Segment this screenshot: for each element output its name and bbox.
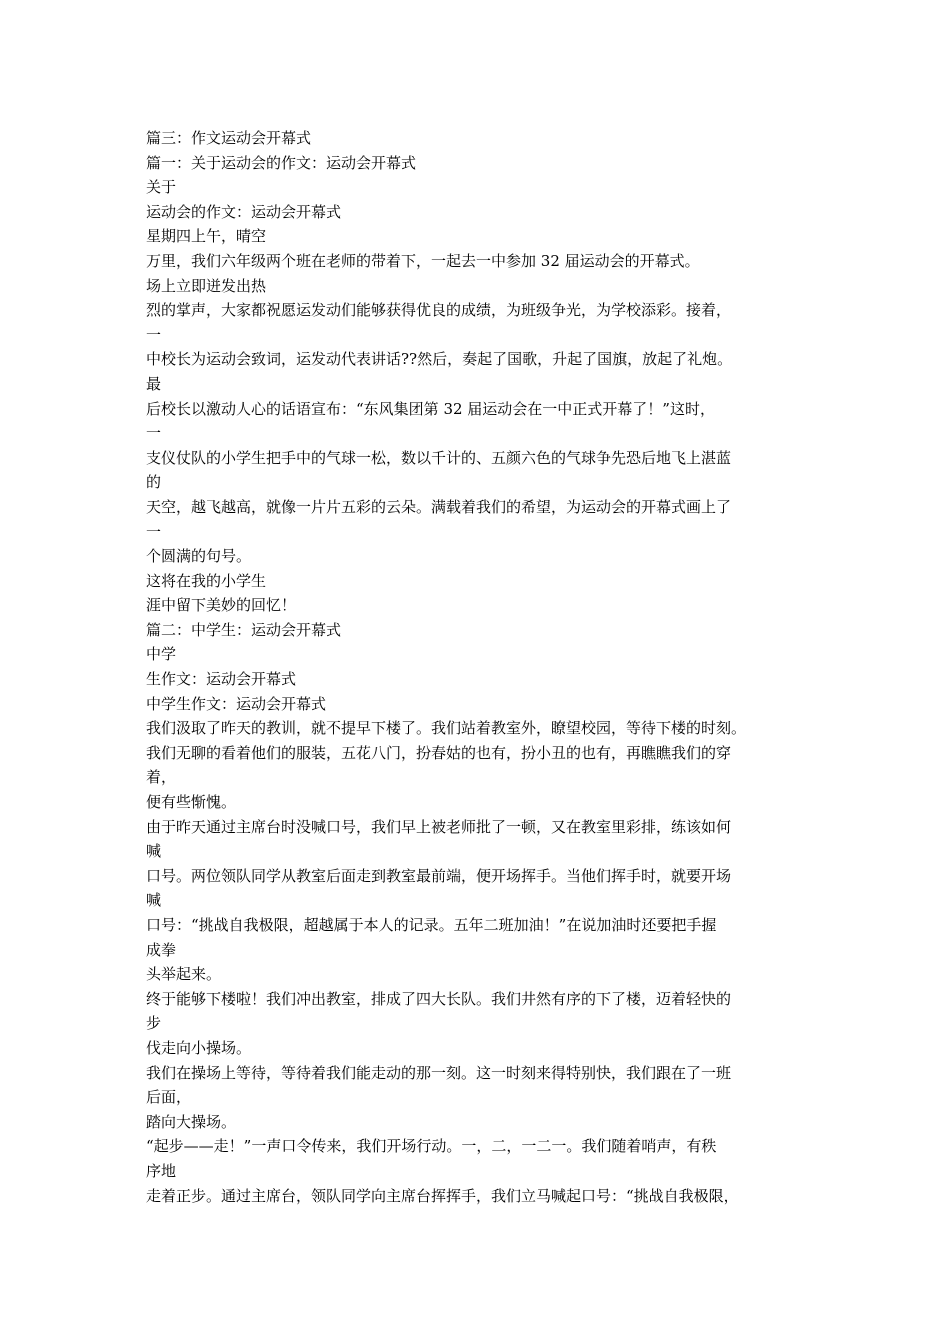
text-line: 烈的掌声，大家都祝愿运发动们能够获得优良的成绩，为班级争光，为学校添彩。接着， — [146, 301, 732, 320]
text-line: 个圆满的句号。 — [146, 547, 252, 566]
text-line: 踏向大操场。 — [146, 1112, 237, 1131]
text-line: 篇一：关于运动会的作文：运动会开幕式 — [146, 153, 417, 172]
text-line: 由于昨天通过主席台时没喊口号，我们早上被老师批了一顿，又在教室里彩排，练该如何 — [146, 817, 732, 836]
text-line: 我们汲取了昨天的教训，就不提早下楼了。我们站着教室外，瞭望校园，等待下楼的时刻。 — [146, 719, 747, 738]
text-line: 伐走向小操场。 — [146, 1038, 252, 1057]
text-line: 篇二：中学生：运动会开幕式 — [146, 620, 342, 639]
text-line: 我们在操场上等待，等待着我们能走动的那一刻。这一时刻来得特别快，我们跟在了一班 — [146, 1063, 732, 1082]
text-line: 口号：“挑战自我极限，超越属于本人的记录。五年二班加油！”在说加油时还要把手握 — [146, 916, 717, 934]
text-line: “起步——走！”一声口令传来，我们开场行动。一，二，一二一。我们随着哨声，有秩 — [146, 1137, 717, 1156]
text-line: 后面， — [146, 1088, 192, 1107]
text-line: 的 — [146, 473, 162, 492]
text-line: 万里，我们六年级两个班在老师的带着下，一起去一中参加 32 届运动会的开幕式。 — [146, 251, 700, 270]
text-line: 关于 — [146, 178, 177, 197]
text-line: 终于能够下楼啦！我们冲出教室，排成了四大长队。我们井然有序的下了楼，迈着轻快的 — [146, 989, 732, 1008]
text-line: 中校长为运动会致词，运发动代表讲话??然后，奏起了国歌，升起了国旗，放起了礼炮。 — [146, 350, 733, 369]
text-line: 步 — [146, 1014, 162, 1033]
text-line: 一 — [146, 325, 162, 344]
text-line: 中学 — [146, 645, 177, 664]
text-line: 喊 — [146, 842, 162, 861]
text-line: 后校长以激动人心的话语宣布：“东风集团第 32 届运动会在一中正式开幕了！”这时， — [146, 399, 715, 418]
text-line: 一 — [146, 424, 162, 443]
text-line: 这将在我的小学生 — [146, 571, 267, 590]
text-line: 生作文：运动会开幕式 — [146, 670, 297, 689]
text-line: 走着正步。通过主席台，领队同学向主席台挥挥手，我们立马喊起口号：“挑战自我极限， — [146, 1186, 739, 1205]
text-line: 便有些惭愧。 — [146, 793, 237, 812]
text-line: 我们无聊的看着他们的服装，五花八门，扮春姑的也有，扮小丑的也有，再瞧瞧我们的穿 — [146, 743, 732, 762]
text-line: 成拳 — [146, 940, 177, 959]
text-line: 喊 — [146, 891, 162, 910]
text-line: 头举起来。 — [146, 965, 222, 984]
text-line: 涯中留下美妙的回忆！ — [146, 596, 297, 615]
text-line: 着， — [146, 768, 177, 787]
text-line: 一 — [146, 522, 162, 541]
text-line: 天空，越飞越高，就像一片片五彩的云朵。满载着我们的希望，为运动会的开幕式画上了 — [146, 497, 732, 516]
text-line: 篇三：作文运动会开幕式 — [146, 129, 312, 147]
text-line: 支仪仗队的小学生把手中的气球一松，数以千计的、五颜六色的气球争先恐后地飞上湛蓝 — [146, 448, 732, 467]
text-line: 序地 — [146, 1161, 177, 1180]
text-line: 运动会的作文：运动会开幕式 — [146, 202, 342, 221]
text-line: 最 — [146, 374, 162, 393]
text-line: 口号。两位领队同学从教室后面走到教室最前端，便开场挥手。当他们挥手时，就要开场 — [146, 866, 732, 885]
text-line: 星期四上午，晴空 — [146, 227, 267, 246]
text-line: 场上立即迸发出热 — [146, 276, 267, 295]
text-line: 中学生作文：运动会开幕式 — [146, 694, 327, 713]
document-body — [146, 126, 826, 1208]
